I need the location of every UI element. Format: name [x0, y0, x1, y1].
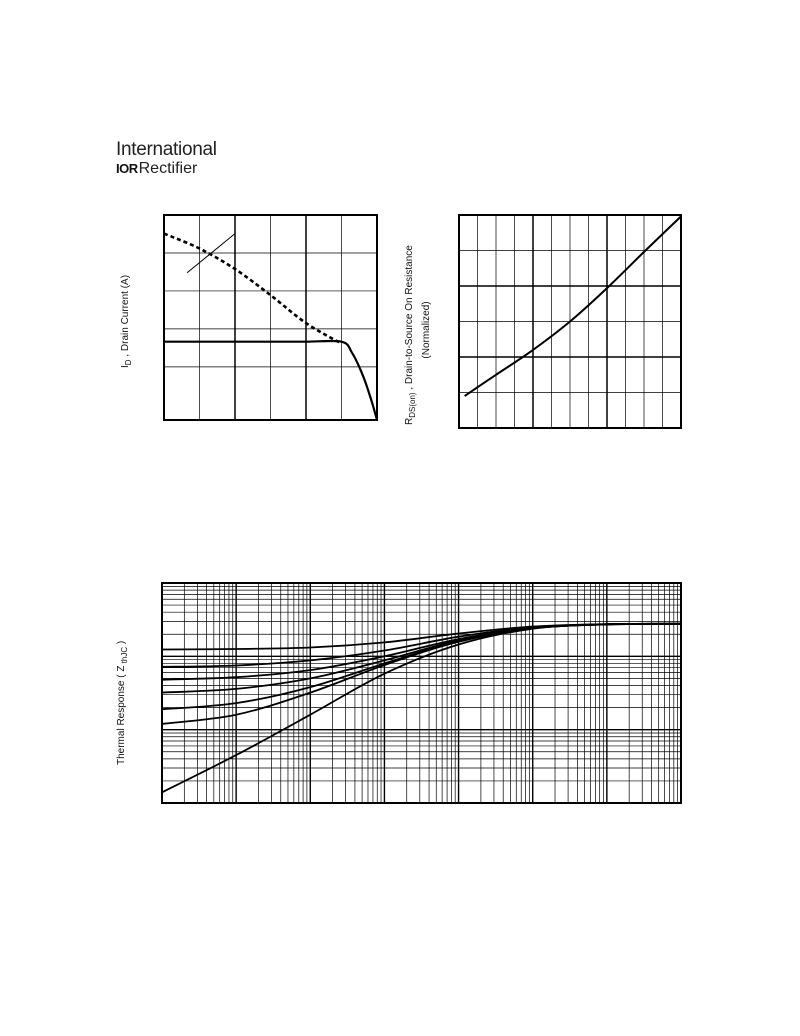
chart3-ylabel: Thermal Response ( Z $_{thJC}$ )	[116, 640, 129, 765]
brand-line1: International	[116, 139, 217, 160]
chart1-series-limited	[164, 234, 342, 344]
brand-line2: Rectifier	[138, 160, 198, 177]
chart2-ylabel: $R_{DS(on)}$ , Drain-to-Source On Resistance	[404, 245, 417, 425]
ior-logo-mark: IOR	[116, 161, 138, 176]
drain-current-chart	[120, 215, 377, 420]
chart2-series-rds	[465, 216, 681, 396]
chart2-ylabel-line2: (Normalized)	[421, 301, 432, 359]
thermal-response-chart	[116, 583, 681, 803]
chart1-ylabel: $I_D$ , Drain Current (A)	[120, 274, 133, 368]
rdson-chart	[404, 215, 681, 428]
